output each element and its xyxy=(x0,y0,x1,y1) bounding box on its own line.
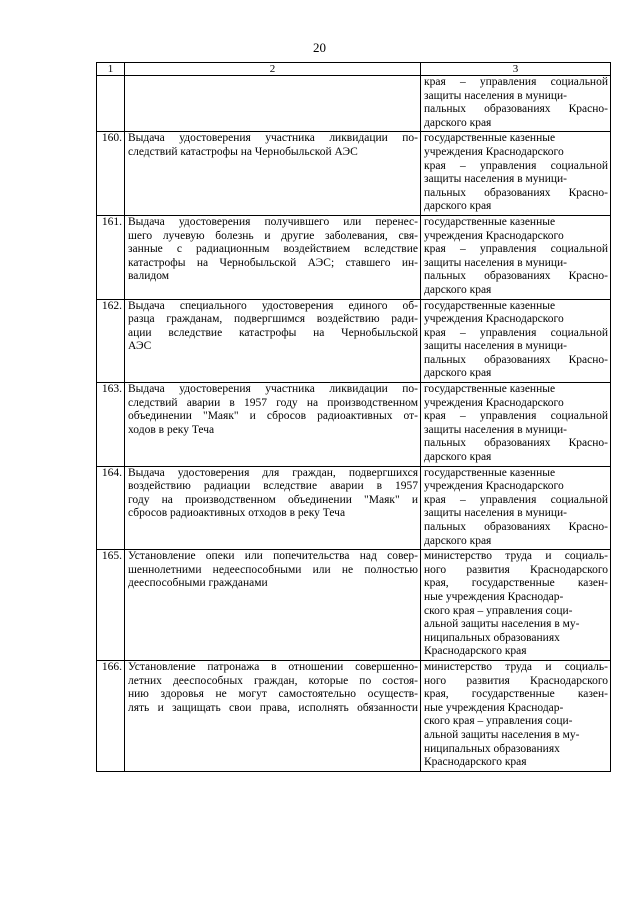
responsible-authority-line: альной защиты населения в му- xyxy=(424,618,580,631)
responsible-authority-line: пальных образованиях Красно- xyxy=(424,521,608,533)
responsible-authority-line: края – управления социальной xyxy=(424,326,608,339)
responsible-authority-line: ного развития Краснодарского xyxy=(424,563,608,576)
service-description xyxy=(125,76,421,132)
responsible-authority-line: пальных образованиях Красно- xyxy=(424,103,608,116)
service-description-line: катастрофы на Чернобыльской АЭС; ставшего ин- xyxy=(128,256,418,269)
service-description-line: Выдача удостоверения получившего или перенес- xyxy=(128,215,418,228)
table-row xyxy=(97,215,611,299)
service-description-line: занные с радиационным воздействием вследствие xyxy=(128,243,418,256)
service-description-line: следствий катастрофы на Чернобыльской АЭС xyxy=(128,145,358,158)
header-row xyxy=(97,63,611,76)
responsible-authority-line: ского края – управления соци- xyxy=(424,715,573,728)
row-number: 166. xyxy=(97,660,125,771)
table-row xyxy=(97,660,611,771)
service-description xyxy=(125,132,421,216)
row-number: 165. xyxy=(97,550,125,661)
responsible-authority xyxy=(421,215,611,299)
responsible-authority-line: государственные казенные xyxy=(424,466,556,479)
service-description-line: объединении "Маяк" и сбросов радиоактивных от- xyxy=(128,410,418,423)
service-description-line: Выдача удостоверения участника ликвидации по- xyxy=(128,383,418,396)
responsible-authority xyxy=(421,466,611,550)
responsible-authority xyxy=(421,132,611,216)
service-description xyxy=(125,466,421,550)
responsible-authority-line: ниципальных образованиях xyxy=(424,631,560,644)
responsible-authority-line: Краснодарского края xyxy=(424,756,527,769)
responsible-authority-line: края, государственные казен- xyxy=(424,688,608,701)
table-row xyxy=(97,132,611,216)
column-header-3: 3 xyxy=(421,63,611,76)
service-description-line: шего лучевую болезнь и другие заболевания, свя- xyxy=(128,229,418,242)
responsible-authority-line: пальных образованиях Красно- xyxy=(424,437,608,450)
table-row xyxy=(97,299,611,383)
row-number: 164. xyxy=(97,466,125,550)
responsible-authority xyxy=(421,299,611,383)
responsible-authority-line: дарского края xyxy=(424,451,492,464)
responsible-authority-line: края – управления социальной xyxy=(424,493,608,506)
responsible-authority-line: дарского края xyxy=(424,367,492,380)
service-description-line: АЭС xyxy=(128,340,152,353)
table-row xyxy=(97,383,611,467)
service-description-line: Установление патронажа в отношении совершенно- xyxy=(128,660,418,673)
table-row xyxy=(97,466,611,550)
responsible-authority-line: края – управления социальной xyxy=(424,410,608,423)
service-description-line: ации вследствие катастрофы на Чернобыльской xyxy=(128,326,418,339)
responsible-authority-line: защиты населения в муници- xyxy=(424,256,567,269)
service-description-line: ходов в реку Теча xyxy=(128,423,215,436)
responsible-authority-line: учреждения Краснодарского xyxy=(424,229,564,242)
responsible-authority xyxy=(421,550,611,661)
responsible-authority-line: защиты населения в муници- xyxy=(424,340,567,353)
responsible-authority-line: дарского края xyxy=(424,283,492,296)
responsible-authority-line: защиты населения в муници- xyxy=(424,507,567,520)
service-description xyxy=(125,215,421,299)
service-description-line: Выдача специального удостоверения единого об- xyxy=(128,299,418,312)
services-table xyxy=(96,62,611,772)
column-header-2: 2 xyxy=(125,63,421,76)
responsible-authority-line: государственные казенные xyxy=(424,132,556,145)
service-description xyxy=(125,299,421,383)
service-description-line: следствий аварии в 1957 году на производственном xyxy=(128,396,418,409)
service-description-line: летних дееспособных граждан, которые по состоя- xyxy=(128,674,418,687)
service-description xyxy=(125,660,421,771)
responsible-authority-line: государственные казенные xyxy=(424,299,556,312)
row-number: 163. xyxy=(97,383,125,467)
responsible-authority-line: дарского края xyxy=(424,116,492,129)
responsible-authority-line: учреждения Краснодарского xyxy=(424,313,564,326)
row-number: 162. xyxy=(97,299,125,383)
responsible-authority xyxy=(421,660,611,771)
column-header-1: 1 xyxy=(97,63,125,76)
responsible-authority-line: государственные казенные xyxy=(424,383,556,396)
responsible-authority-line: пальных образованиях Красно- xyxy=(424,353,608,366)
responsible-authority-line: дарского края xyxy=(424,534,492,547)
responsible-authority-line: государственные казенные xyxy=(424,215,556,228)
table-row xyxy=(97,550,611,661)
responsible-authority-line: учреждения Краснодарского xyxy=(424,145,564,158)
responsible-authority-line: ного развития Краснодарского xyxy=(424,674,608,687)
responsible-authority-line: края – управления социальной xyxy=(424,76,608,88)
responsible-authority xyxy=(421,76,611,132)
page-number: 20 xyxy=(313,40,326,55)
row-number: 161. xyxy=(97,215,125,299)
service-description-line: воздействию радиации вследствие аварии в 1957 xyxy=(128,480,418,493)
table-body xyxy=(97,63,611,772)
service-description-line: Выдача удостоверения участника ликвидации по- xyxy=(128,132,418,145)
service-description-line: Установление опеки или попечительства над совер- xyxy=(128,550,418,563)
responsible-authority-line: учреждения Краснодарского xyxy=(424,480,564,493)
responsible-authority-line: альной защиты населения в му- xyxy=(424,728,580,741)
responsible-authority-line: края – управления социальной xyxy=(424,159,608,172)
service-description-line: году на производственном объединении "Маяк" и xyxy=(128,493,418,506)
service-description xyxy=(125,383,421,467)
service-description xyxy=(125,550,421,661)
responsible-authority-line: ные учреждения Краснодар- xyxy=(424,590,564,603)
responsible-authority-line: учреждения Краснодарского xyxy=(424,396,564,409)
service-description-line: шеннолетними недееспособными или не полностью xyxy=(128,563,418,576)
responsible-authority-line: ского края – управления соци- xyxy=(424,604,573,617)
table-row xyxy=(97,76,611,132)
service-description-line: дееспособными гражданами xyxy=(128,577,268,590)
service-description-line: разца гражданам, подвергшимся воздействию ради- xyxy=(128,313,418,326)
service-description-line: лять и защищать свои права, исполнять обязанности xyxy=(128,701,418,714)
row-number: 160. xyxy=(97,132,125,216)
responsible-authority-line: ниципальных образованиях xyxy=(424,742,560,755)
responsible-authority-line: министерство труда и социаль- xyxy=(424,660,608,673)
service-description-line: валидом xyxy=(128,270,170,283)
responsible-authority-line: пальных образованиях Красно- xyxy=(424,270,608,283)
responsible-authority xyxy=(421,383,611,467)
responsible-authority-line: министерство труда и социаль- xyxy=(424,550,608,563)
service-description-line: сбросов радиоактивных отходов в реку Теча xyxy=(128,507,346,520)
responsible-authority-line: пальных образованиях Красно- xyxy=(424,186,608,199)
responsible-authority-line: защиты населения в муници- xyxy=(424,173,567,186)
service-description-line: Выдача удостоверения для граждан, подвергшихся xyxy=(128,466,418,479)
row-number xyxy=(97,76,125,132)
responsible-authority-line: защиты населения в муници- xyxy=(424,89,567,102)
responsible-authority-line: края, государственные казен- xyxy=(424,577,608,590)
responsible-authority-line: Краснодарского края xyxy=(424,645,527,658)
responsible-authority-line: края – управления социальной xyxy=(424,243,608,256)
responsible-authority-line: дарского края xyxy=(424,200,492,213)
responsible-authority-line: защиты населения в муници- xyxy=(424,423,567,436)
responsible-authority-line: ные учреждения Краснодар- xyxy=(424,701,564,714)
service-description-line: нию здоровья не могут самостоятельно осуществ- xyxy=(128,688,418,701)
